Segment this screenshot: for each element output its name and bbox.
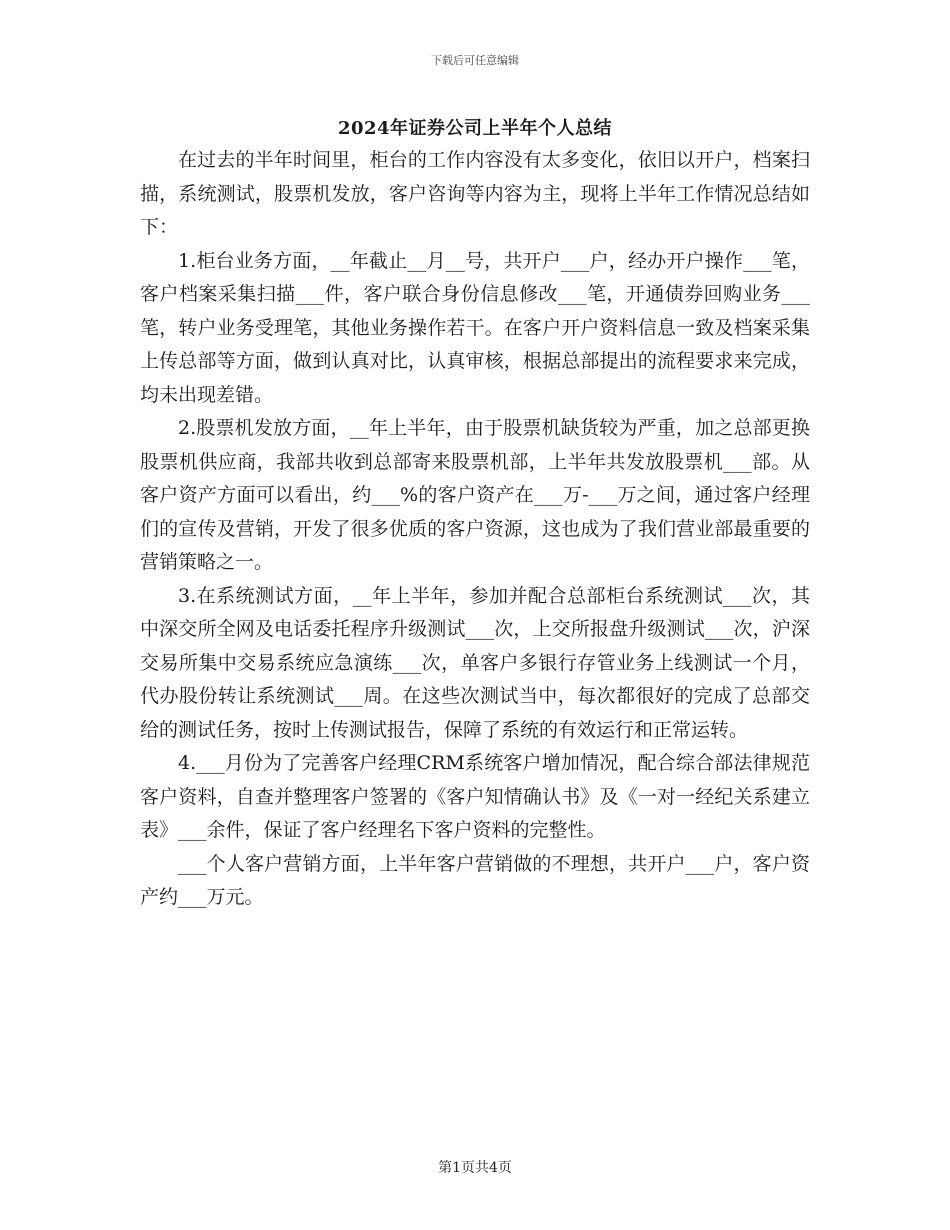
header-note: 下载后可任意编辑 [431, 54, 519, 67]
paragraph-intro: 在过去的半年时间里，柜台的工作内容没有太多变化，依旧以开户，档案扫描，系统测试，股票机发放，客户咨询等内容为主，现将上半年工作情况总结如下： [140, 149, 810, 238]
paragraph-marketing: ___个人客户营销方面，上半年客户营销做的不理想，共开户___户，客户资产约___万元。 [140, 852, 810, 908]
paragraph-crm: 4.___月份为了完善客户经理CRM系统客户增加情况，配合综合部法律规范客户资料，自查并整理客户签署的《客户知情确认书》及《一对一经纪关系建立表》___余件，保证了客户经理名下客户资料的完整性。 [140, 752, 810, 841]
document-body [140, 144, 810, 915]
document-title: 2024年证券公司上半年个人总结 [337, 118, 613, 139]
page-number-footer: 第1页共4页 [438, 1160, 512, 1176]
paragraph-stock-machine: 2.股票机发放方面，__年上半年，由于股票机缺货较为严重，加之总部更换股票机供应商，我部共收到总部寄来股票机部，上半年共发放股票机___部。从客户资产方面可以看出，约___%的客户资产在___万-___万之间，通过客户经理们的宣传及营销，开发了很多优质的客户资源，这也成为了我们营业部最重要的营销策略之一。 [140, 417, 810, 573]
paragraph-counter-business: 1.柜台业务方面，__年截止__月__号，共开户___户，经办开户操作___笔，客户档案采集扫描___件，客户联合身份信息修改___笔，开通债券回购业务___笔，转户业务受理笔，其他业务操作若干。在客户开户资料信息一致及档案采集上传总部等方面，做到认真对比，认真审核，根据总部提出的流程要求来完成，均未出现差错。 [140, 249, 810, 406]
paragraph-system-testing: 3.在系统测试方面，__年上半年，参加并配合总部柜台系统测试___次，其中深交所全网及电话委托程序升级测试___次，上交所报盘升级测试___次，沪深交易所集中交易系统应急演练___次，单客户多银行存管业务上线测试一个月，代办股份转让系统测试___周。在这些次测试当中，每次都很好的完成了总部交给的测试任务，按时上传测试报告，保障了系统的有效运行和正常运转。 [140, 584, 810, 741]
